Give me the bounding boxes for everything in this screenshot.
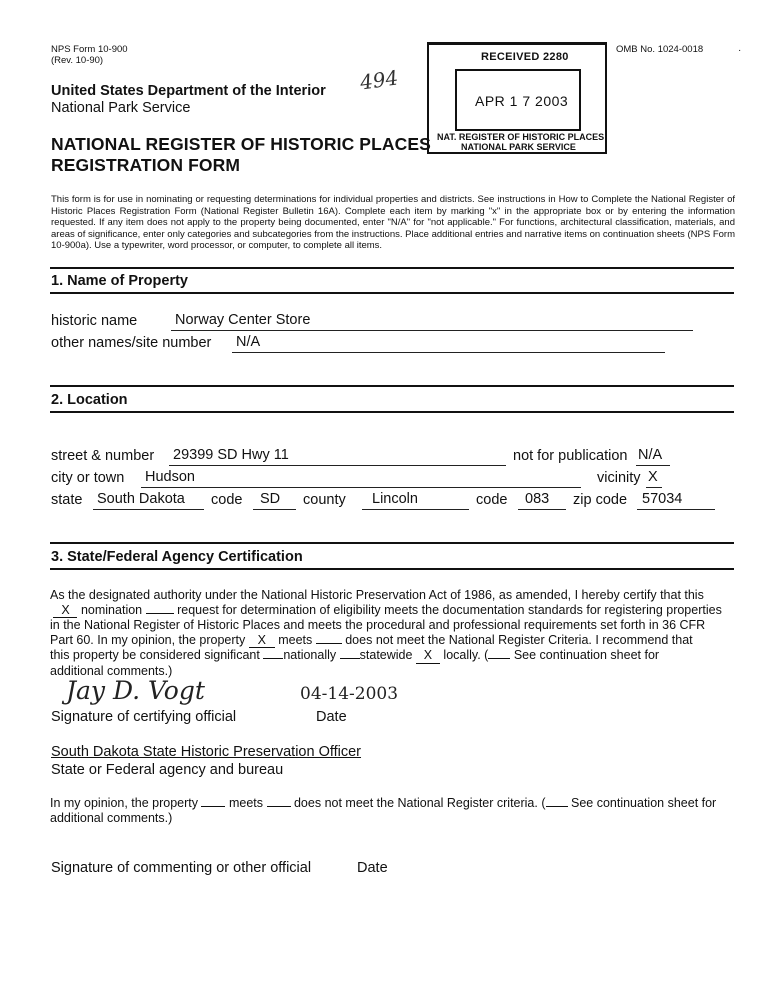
cert-line-c: in the National Register of Historic Places and meets the procedural and professional requirements set forth in 36 CFR xyxy=(50,618,706,632)
state-label: state xyxy=(51,492,83,508)
opinion-continuation-checkbox[interactable] xyxy=(546,806,568,807)
stray-mark: · xyxy=(738,45,742,56)
section3-bottom-rule xyxy=(50,568,734,570)
state-field[interactable]: South Dakota xyxy=(93,491,204,510)
commenting-signature-label: Signature of commenting or other official xyxy=(51,860,312,876)
request-label: request for determination of eligibility meets the documentation standards for registering properties xyxy=(177,602,722,617)
opinion-meets-checkbox[interactable] xyxy=(201,806,225,807)
section2-top-rule xyxy=(50,385,734,387)
stamp-line1: NAT. REGISTER OF HISTORIC PLACES xyxy=(437,132,605,142)
nationally-label: nationally xyxy=(283,648,337,662)
city-label: city or town xyxy=(51,470,125,486)
cert-line-b xyxy=(50,603,740,619)
other-names-label: other names/site number xyxy=(51,335,212,351)
section3-top-rule xyxy=(50,542,734,544)
opinion-text-2: In my opinion, the property xyxy=(50,796,198,810)
cert-line-e xyxy=(50,648,740,664)
omb-number: OMB No. 1024-0018 xyxy=(616,44,704,55)
department-name: United States Department of the Interior xyxy=(51,83,326,99)
locally-label: locally. ( xyxy=(443,648,489,662)
significance-text: this property be considered significant xyxy=(50,648,260,662)
stamp-date-box xyxy=(455,69,581,131)
county-code-field[interactable]: 083 xyxy=(518,491,566,510)
not-for-publication-label: not for publication xyxy=(513,448,628,464)
request-checkbox[interactable] xyxy=(146,613,174,614)
county-code-label: code xyxy=(476,492,508,508)
certifying-signature-label: Signature of certifying official xyxy=(51,709,237,725)
handwritten-note: 494 xyxy=(358,65,400,95)
form-revision: (Rev. 10-90) xyxy=(51,55,104,66)
section2-bottom-rule xyxy=(50,411,734,413)
section1-top-rule xyxy=(50,267,734,269)
locally-checkbox[interactable]: X xyxy=(416,648,440,664)
meets-checkbox[interactable]: X xyxy=(249,633,275,649)
section1-title: 1. Name of Property xyxy=(51,273,188,289)
opinion-text: Part 60. In my opinion, the property xyxy=(50,632,246,647)
form-number: NPS Form 10-900 xyxy=(51,44,128,55)
historic-name-label: historic name xyxy=(51,313,138,329)
cert-line-a: As the designated authority under the National Historic Preservation Act of 1986, as amended, I hereby certify that this xyxy=(50,588,704,602)
cert-line-d xyxy=(50,633,740,649)
opinion-continuation-label: See continuation sheet for xyxy=(570,796,717,810)
vicinity-label: vicinity xyxy=(597,470,641,486)
stamp-date: APR 1 7 2003 xyxy=(475,93,569,109)
nomination-checkbox[interactable]: X xyxy=(53,603,77,619)
meets-label: meets xyxy=(278,632,313,647)
stamp-line2: NATIONAL PARK SERVICE xyxy=(461,142,576,152)
opinion-meets-label: meets xyxy=(228,796,264,810)
does-not-meet-label: does not meet the National Register Criteria. I recommend that xyxy=(345,632,693,647)
cert-line-f: additional comments.) xyxy=(50,663,173,678)
nomination-label: nomination xyxy=(80,602,143,617)
opinion-paragraph xyxy=(50,796,740,825)
section3-title: 3. State/Federal Agency Certification xyxy=(51,549,303,565)
historic-name-field[interactable]: Norway Center Store xyxy=(171,312,693,331)
city-field[interactable]: Hudson xyxy=(141,469,581,488)
zip-field[interactable]: 57034 xyxy=(637,491,715,510)
section1-bottom-rule xyxy=(50,292,734,294)
street-label: street & number xyxy=(51,448,155,464)
street-field[interactable]: 29399 SD Hwy 11 xyxy=(169,447,506,466)
opinion-not-meet-checkbox[interactable] xyxy=(267,806,291,807)
continuation-label: See continuation sheet for xyxy=(513,648,660,662)
stamp-received: RECEIVED 2280 xyxy=(481,51,569,63)
instructions-text: This form is for use in nominating or requesting determinations for individual properties and districts. See instructions in How to Complete the National Register of Historic Places Registration Form (National Register Bulletin 16A). Complete each item by marking "x" in the appropriate box or by entering the information requested. If any item does not apply to the property being documented, enter "N/A" for "not applicable." For functions, architectural classification, materials, and areas of significance, enter only categories and subcategories from the instructions. Place additional entries and narrative items on continuation sheets (NPS Form 10-900a). Use a typewriter, word processor, or computer, to complete all items. xyxy=(51,194,735,252)
state-code-label: code xyxy=(211,492,243,508)
opinion-line-b: additional comments.) xyxy=(50,810,173,825)
opinion-line-a xyxy=(50,796,740,811)
nationally-checkbox[interactable] xyxy=(263,658,283,659)
agency-name: National Park Service xyxy=(51,100,191,116)
certification-paragraph xyxy=(50,588,740,678)
form-title-line2: REGISTRATION FORM xyxy=(51,155,241,175)
section2-title: 2. Location xyxy=(51,392,128,408)
commenting-date-label: Date xyxy=(357,860,388,876)
date-label: Date xyxy=(316,709,347,725)
received-stamp xyxy=(427,42,607,154)
does-not-meet-checkbox[interactable] xyxy=(316,643,342,644)
signature-date: 04-14-2003 xyxy=(300,684,399,704)
form-title-line1: NATIONAL REGISTER OF HISTORIC PLACES xyxy=(51,134,431,154)
agency-label: State or Federal agency and bureau xyxy=(51,762,284,778)
county-label: county xyxy=(303,492,346,508)
vicinity-field[interactable]: X xyxy=(646,469,662,488)
county-field[interactable]: Lincoln xyxy=(362,491,469,510)
not-for-publication-field[interactable]: N/A xyxy=(636,447,670,466)
statewide-checkbox[interactable] xyxy=(340,658,360,659)
state-code-field[interactable]: SD xyxy=(253,491,296,510)
opinion-not-meet-label: does not meet the National Register criteria. ( xyxy=(293,796,546,810)
statewide-label: statewide xyxy=(359,648,413,662)
continuation-checkbox[interactable] xyxy=(488,658,510,659)
zip-label: zip code xyxy=(573,492,628,508)
other-names-field[interactable]: N/A xyxy=(232,334,665,353)
certifying-signature: Jay D. Vogt xyxy=(66,676,205,705)
agency-name-field: South Dakota State Historic Preservation Officer xyxy=(51,744,362,760)
